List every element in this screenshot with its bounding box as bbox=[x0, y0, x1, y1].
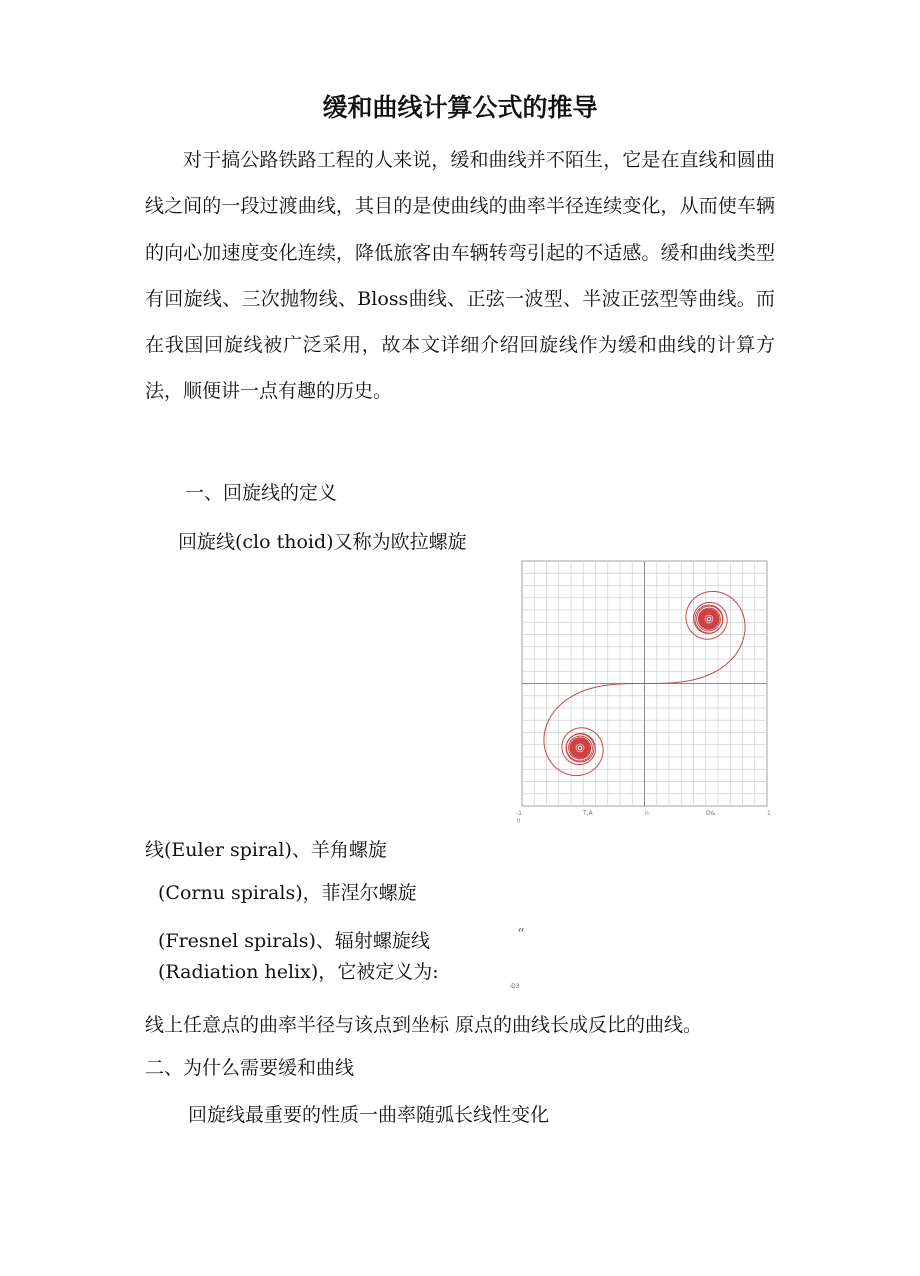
curvature-property-line: 回旋线最重要的性质一曲率随弧长线性变化 bbox=[188, 1104, 550, 1126]
axis-tick-label: -1 bbox=[516, 810, 522, 817]
spiral-center bbox=[708, 618, 710, 620]
definition-line-2: 线(Euler spiral)、羊角螺旋 bbox=[145, 839, 387, 861]
spiral-center bbox=[579, 747, 581, 749]
definition-line-4: (Fresnel spirals)、辐射螺旋线 bbox=[158, 930, 430, 952]
definition-line-1: 回旋线(clo thoid)又称为欧拉螺旋 bbox=[178, 531, 467, 553]
axis-tick-label: 1 bbox=[767, 810, 771, 817]
section-heading-why: 二、为什么需要缓和曲线 bbox=[145, 1057, 355, 1079]
clothoid-plot bbox=[512, 557, 774, 825]
definition-line-5: (Radiation helix)，它被定义为: bbox=[158, 961, 439, 983]
definition-line-6: 线上任意点的曲率半径与该点到坐标 原点的曲线长成反比的曲线。 bbox=[145, 1014, 703, 1036]
figure-quote-mark: “ bbox=[517, 925, 525, 943]
axis-tick-labels bbox=[516, 810, 771, 825]
section-heading-definition: 一、回旋线的定义 bbox=[185, 482, 338, 504]
intro-paragraph: 对于搞公路铁路工程的人来说，缓和曲线并不陌生，它是在直线和圆曲线之间的一段过渡曲线，其目的是使曲线的曲率半径连续变化，从而使车辆的向心加速度变化连续，降低旅客由车辆转弯引起的不适感。缓和曲线类型有回旋线、三次抛物线、Bloss曲线、正弦一波型、半波正弦型等曲线。而在我国回旋线被广泛采用，故本文详细介绍回旋线作为缓和曲线的计算方法，顺便讲一点有趣的历史。 bbox=[145, 149, 775, 403]
axis-tick-label: n bbox=[645, 810, 649, 817]
lower-spiral-eye bbox=[566, 734, 594, 762]
axis-tick-label: D& bbox=[706, 810, 716, 817]
definition-line-3: (Cornu spirals)，菲涅尔螺旋 bbox=[158, 882, 417, 904]
upper-spiral-eye bbox=[695, 605, 723, 633]
figure-caption: -D3 bbox=[509, 983, 520, 990]
axis-sub-label: !! bbox=[516, 818, 521, 825]
axis-tick-label: T,A bbox=[583, 810, 593, 817]
clothoid-figure bbox=[512, 557, 774, 825]
document-title: 缓和曲线计算公式的推导 bbox=[322, 93, 598, 122]
